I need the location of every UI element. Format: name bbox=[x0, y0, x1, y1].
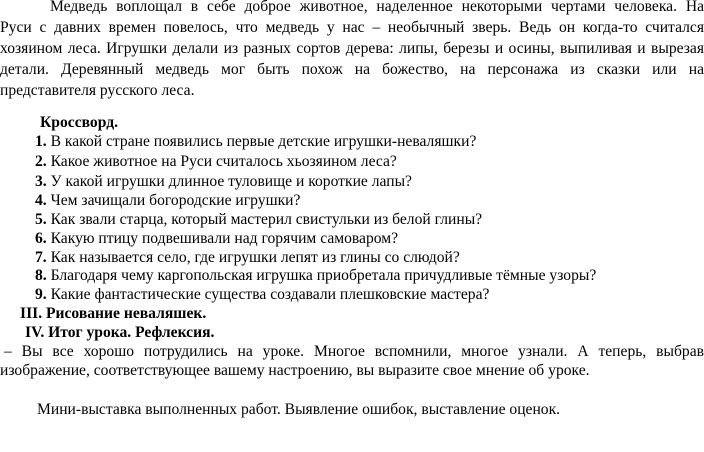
closing-text bbox=[0, 361, 590, 380]
question-number: 6. bbox=[35, 230, 47, 247]
question-number: 1. bbox=[35, 133, 47, 150]
closing-line: – Вы все хорошо потрудились на уроке. Многое вспомнили, многое узнали. А теперь, выбрав bbox=[4, 343, 704, 360]
question-text: У какой игрушки длинное туловище и короткие лапы? bbox=[46, 173, 412, 190]
intro-line: детали. Деревянный медведь мог быть похож на божество, на персонажа из сказки или на bbox=[0, 61, 704, 78]
section-heading bbox=[20, 304, 206, 323]
closing-line: изображение, соответствующее вашему настроению, вы выразите свое мнение об уроке. bbox=[0, 362, 590, 379]
question-text: В какой стране появились первые детские игрушки-неваляшки? bbox=[46, 133, 477, 150]
question-number: 3. bbox=[35, 173, 47, 190]
crossword-title bbox=[40, 113, 118, 132]
intro-line: Руси с давних времен повелось, что медведь у нас – необычный зверь. Ведь он когда-то считался bbox=[0, 19, 704, 36]
section-heading bbox=[25, 323, 214, 342]
question-text: Какую птицу подвешивали над горячим самоваром? bbox=[46, 230, 399, 247]
question-number: 4. bbox=[35, 192, 47, 209]
crossword-question bbox=[35, 210, 482, 229]
footer-line: Мини-выставка выполненных работ. Выявление ошибок, выставление оценок. bbox=[37, 401, 561, 418]
intro-paragraph bbox=[0, 0, 704, 101]
intro-line: представителя русского леса. bbox=[0, 82, 195, 99]
question-number: 8. bbox=[35, 267, 47, 284]
section-heading-text: III. Рисование неваляшек. bbox=[20, 305, 207, 322]
crossword-title-text: Кроссворд. bbox=[40, 114, 118, 131]
question-number: 7. bbox=[35, 249, 47, 266]
crossword-question bbox=[35, 132, 476, 151]
question-text: Как звали старца, который мастерил свистульки из белой глины? bbox=[46, 211, 483, 228]
footer-text bbox=[37, 400, 560, 419]
question-text: Как называется село, где игрушки лепят из глины со слюдой? bbox=[46, 249, 460, 266]
crossword-question bbox=[35, 266, 596, 285]
question-text: Благодаря чему каргопольская игрушка приобретала причудливые тёмные узоры? bbox=[46, 267, 597, 284]
question-number: 9. bbox=[35, 286, 47, 303]
question-number: 2. bbox=[35, 153, 47, 170]
crossword-question bbox=[35, 191, 300, 210]
crossword-question bbox=[35, 152, 397, 171]
question-text: Чем зачищали богородские игрушки? bbox=[46, 192, 301, 209]
question-text: Какие фантастические существа создавали плешковские мастера? bbox=[46, 286, 490, 303]
intro-line: хозяином леса. Игрушки делали из разных сортов дерева: липы, березы и осины, выпиливая и вырезая bbox=[0, 40, 704, 57]
question-text: Какое животное на Руси считалось хьозяином леса? bbox=[46, 153, 397, 170]
section-heading-text: IV. Итог урока. Рефлексия. bbox=[25, 324, 215, 341]
closing-text bbox=[0, 342, 704, 361]
question-number: 5. bbox=[35, 211, 47, 228]
crossword-question bbox=[35, 248, 460, 267]
intro-line: Медведь воплощал в себе доброе животное, наделенное некоторыми чертами человека. На bbox=[50, 0, 704, 15]
crossword-question bbox=[35, 172, 412, 191]
crossword-question bbox=[35, 285, 489, 304]
crossword-question bbox=[35, 229, 398, 248]
